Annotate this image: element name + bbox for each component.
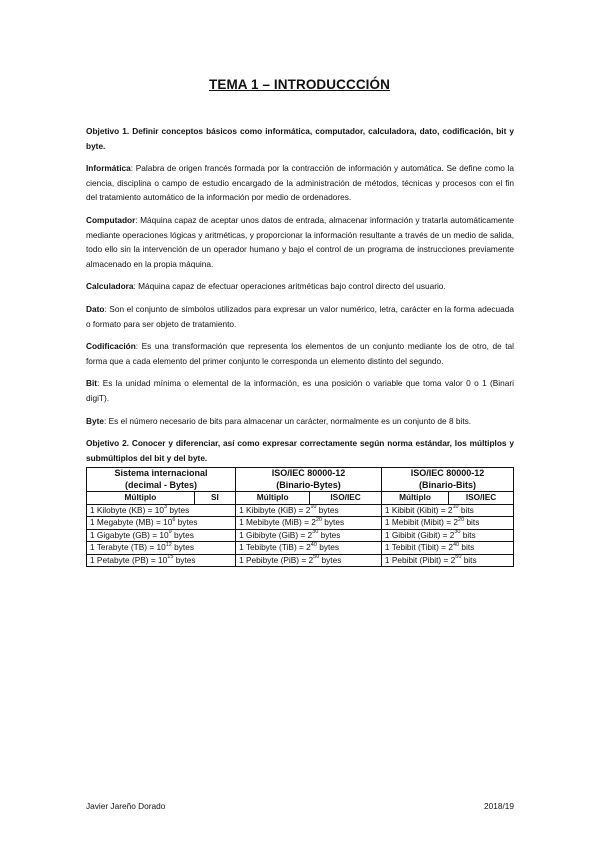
cell-text: 1 Kilobyte (KB) = 10 bbox=[90, 504, 165, 515]
cell-text: 1 Petabyte (PB) = 10 bbox=[90, 554, 168, 565]
group-header-line2: (decimal - Bytes) bbox=[125, 479, 198, 490]
cell-unit: bytes bbox=[173, 554, 196, 565]
cell-unit: bytes bbox=[316, 504, 339, 515]
definition-text: : Es una transformación que representa los elementos de un conjunto mediante los de otro, de tal forma que a cada elemento del primer conjunto le corresponda un elemento distinto del segundo. bbox=[86, 341, 514, 366]
cell-exponent: 9 bbox=[168, 529, 172, 536]
cell-unit: bits bbox=[459, 542, 475, 553]
group-header-line1: ISO/IEC 80000-12 bbox=[410, 468, 485, 479]
group-header-line2: (Binario-Bits) bbox=[418, 479, 476, 490]
definition-codificacion bbox=[86, 339, 514, 368]
definition-byte bbox=[86, 414, 514, 429]
definition-bit bbox=[86, 376, 514, 405]
table-cell bbox=[87, 504, 236, 517]
definition-text: : Máquina capaz de efectuar operaciones aritméticas bajo control directo del usuario. bbox=[133, 281, 446, 292]
cell-exponent: 6 bbox=[172, 516, 176, 523]
definition-text: : Es la unidad mínima o elemental de la información, es una posición o variable que toma valor 0 o 1 (Binari digiT). bbox=[86, 378, 514, 403]
definition-term: Computador bbox=[86, 214, 136, 225]
subheader-cell: ISO/IEC bbox=[449, 492, 514, 505]
footer-author: Javier Jareño Dorado bbox=[86, 801, 166, 811]
cell-exponent: 10 bbox=[452, 504, 459, 511]
page-title: TEMA 1 – INTRODUCCCIÓN bbox=[209, 77, 390, 92]
table-cell bbox=[87, 529, 236, 542]
definition-text: : Palabra de origen francés formada por la contracción de información y automática. Se define como la ciencia, disciplina o campo de estudio encargado de la administración de métodos, técnicas y procesos con el fin del tratamiento automático de la información por medio de ordenadores. bbox=[86, 163, 514, 203]
objective-2: Objetivo 2. Conocer y diferenciar, así como expresar correctamente según norma estándar, los múltiplos y submúltiplos del bit y del byte. bbox=[86, 438, 514, 463]
table-cell bbox=[236, 542, 382, 555]
definition-term: Informática bbox=[86, 163, 131, 174]
cell-text: 1 Kibibyte (KiB) = 2 bbox=[239, 504, 311, 515]
cell-unit: bytes bbox=[175, 517, 198, 528]
cell-text: 1 Kibibit (Kibit) = 2 bbox=[384, 504, 453, 515]
cell-text: 1 Terabyte (TB) = 10 bbox=[90, 542, 166, 553]
cell-exponent: 12 bbox=[165, 541, 172, 548]
units-table bbox=[86, 467, 514, 567]
subheader-cell: Múltiplo bbox=[381, 492, 448, 505]
cell-unit: bytes bbox=[171, 542, 194, 553]
cell-exponent: 40 bbox=[452, 541, 460, 548]
cell-exponent: 30 bbox=[312, 529, 319, 536]
table-cell bbox=[236, 554, 382, 567]
cell-text: 1 Tebibit (Tibit) = 2 bbox=[384, 542, 453, 553]
cell-text: 1 Pebibyte (PiB) = 2 bbox=[239, 554, 314, 565]
table-cell bbox=[87, 517, 236, 530]
cell-exponent: 50 bbox=[313, 554, 320, 561]
cell-exponent: 3 bbox=[164, 504, 168, 511]
cell-unit: bytes bbox=[171, 529, 194, 540]
cell-text: 1 Gibibit (Gibit) = 2 bbox=[384, 529, 455, 540]
definition-term: Calculadora bbox=[86, 281, 134, 292]
table-group-header-row bbox=[87, 468, 514, 492]
cell-text: 1 Mebibit (Mibit) = 2 bbox=[384, 517, 459, 528]
definition-informatica bbox=[86, 161, 514, 205]
cell-exponent: 30 bbox=[454, 529, 461, 536]
cell-text: 1 Megabyte (MB) = 10 bbox=[90, 517, 173, 528]
table-cell bbox=[236, 504, 382, 517]
cell-unit: bytes bbox=[316, 542, 340, 553]
cell-unit: bytes bbox=[321, 517, 345, 528]
cell-unit: bits bbox=[461, 554, 477, 565]
definition-computador bbox=[86, 213, 514, 271]
cell-exponent: 10 bbox=[310, 504, 317, 511]
group-header-line1: Sistema internacional bbox=[114, 468, 208, 479]
subheader-cell: ISO/IEC bbox=[310, 492, 382, 505]
definition-text: : Máquina capaz de aceptar unos datos de entrada, almacenar información y tratarla automáticamente mediante operaciones lógicas y aritméticas, y proporcionar la información resultante a través de un medio de salida, todo ello sin la intervención de un operador humano y bajo el control de un programa de instrucciones previamente almacenado en la propia máquina. bbox=[86, 214, 514, 269]
subheader-cell: SI bbox=[194, 492, 235, 505]
cell-unit: bytes bbox=[318, 529, 341, 540]
page-footer bbox=[86, 801, 514, 811]
definition-text: : Es el número necesario de bits para almacenar un carácter, normalmente es un conjunto de 8 bits. bbox=[103, 415, 472, 426]
definition-term: Byte bbox=[86, 415, 104, 426]
definition-term: Codificación bbox=[86, 341, 136, 352]
group-header-line1: ISO/IEC 80000-12 bbox=[271, 468, 346, 479]
cell-text: 1 Mebibyte (MiB) = 2 bbox=[239, 517, 316, 528]
group-header-binary-bytes bbox=[236, 468, 382, 492]
document-body bbox=[86, 124, 514, 567]
definition-calculadora bbox=[86, 279, 514, 294]
cell-text: 1 Tebibyte (TiB) = 2 bbox=[239, 542, 311, 553]
definition-term: Dato bbox=[86, 303, 105, 314]
cell-exponent: 50 bbox=[455, 554, 462, 561]
group-header-line2: (Binario-Bytes) bbox=[276, 479, 341, 490]
cell-text: 1 Gigabyte (GB) = 10 bbox=[90, 529, 169, 540]
table-subheader-row bbox=[87, 492, 514, 505]
objective-1: Objetivo 1. Definir conceptos básicos como informática, computador, calculadora, dato, codificación, bit y byte. bbox=[86, 126, 514, 151]
definition-text: : Son el conjunto de símbolos utilizados para expresar un valor numérico, letra, carácter en la forma adecuada o formato para ser objeto de tratamiento. bbox=[86, 303, 514, 329]
cell-unit: bits bbox=[464, 517, 480, 528]
group-header-binary-bits bbox=[381, 468, 513, 492]
table-row bbox=[87, 517, 514, 530]
table-cell bbox=[381, 504, 513, 517]
cell-unit: bytes bbox=[167, 504, 190, 515]
table-cell bbox=[381, 529, 513, 542]
table-cell bbox=[381, 542, 513, 555]
cell-unit: bytes bbox=[319, 554, 342, 565]
table-cell bbox=[381, 554, 513, 567]
cell-exponent: 20 bbox=[315, 516, 322, 523]
table-cell bbox=[381, 517, 513, 530]
table-row bbox=[87, 529, 514, 542]
cell-text: 1 Gibibyte (GiB) = 2 bbox=[239, 529, 313, 540]
table-cell bbox=[236, 517, 382, 530]
cell-unit: bits bbox=[460, 529, 476, 540]
table-cell bbox=[87, 554, 236, 567]
footer-year: 2018/19 bbox=[484, 801, 514, 811]
cell-exponent: 20 bbox=[458, 516, 465, 523]
table-row bbox=[87, 542, 514, 555]
cell-text: 1 Pebibit (Pibit) = 2 bbox=[384, 554, 456, 565]
cell-exponent: 15 bbox=[167, 554, 174, 561]
table-cell bbox=[236, 529, 382, 542]
subheader-cell: Múltiplo bbox=[87, 492, 195, 505]
cell-exponent: 40 bbox=[310, 541, 317, 548]
subheader-cell: Múltiplo bbox=[236, 492, 310, 505]
table-cell bbox=[87, 542, 236, 555]
table-row bbox=[87, 504, 514, 517]
definition-dato bbox=[86, 302, 514, 331]
table-row bbox=[87, 554, 514, 567]
cell-unit: bits bbox=[458, 504, 474, 515]
definition-term: Bit bbox=[86, 378, 98, 389]
group-header-si bbox=[87, 468, 236, 492]
